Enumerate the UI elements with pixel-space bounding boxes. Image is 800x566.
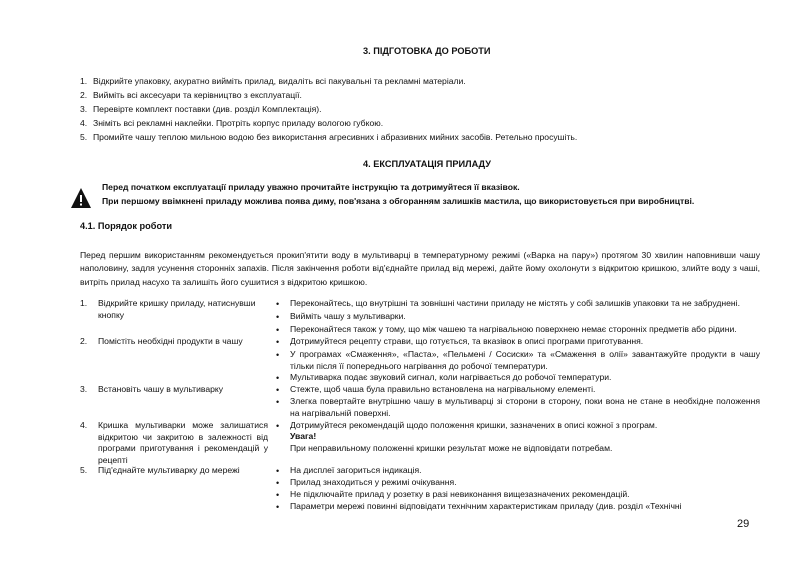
bullet-icon: • xyxy=(276,312,280,322)
subheading: 4.1. Порядок роботи xyxy=(80,221,172,231)
bullet-text: Переконайтеся також у тому, що між чашею та нагрівальною поверхнею немає сторонніх предметів або рідини. xyxy=(290,324,737,334)
bullet-icon: • xyxy=(276,325,280,335)
bullet-text: У програмах «Смаження», «Паста», «Пельмені / Сосиски» та «Смаження в олії» завантажуйте продукти в чашу тільки після її попереднього нагрівання до робочої температури. xyxy=(290,349,760,371)
intro-paragraph: Перед першим використанням рекомендується прокип'ятити воду в мультиварці в температурному режимі («Варка на пару») протягом 30 хвилин наповнивши чашу наполовину, задля усунення сторонніх запахів. Після закінчення роботи від'єднайте прилад від мережі, дайте йому охолонути з відкритою кришкою, злийте воду з чаші, витріть прилад насухо та залишіть його сушитися з відкритою кришкою. xyxy=(80,250,760,287)
section-4-title: 4. ЕКСПЛУАТАЦІЯ ПРИЛАДУ xyxy=(363,159,491,169)
list-number: 4. xyxy=(80,118,88,128)
bullet-icon: • xyxy=(276,385,280,395)
bullet-text: Параметри мережі повинні відповідати технічним характеристикам приладу (див. розділ «Технічні xyxy=(290,501,682,511)
list-number: 1. xyxy=(80,76,88,86)
step-number: 5. xyxy=(80,465,88,475)
bullet-icon: • xyxy=(276,397,280,407)
list-text: Відкрийте упаковку, акуратно вийміть прилад, видаліть всі пакувальні та рекламні матеріали. xyxy=(93,76,466,86)
bullet-icon: • xyxy=(276,502,280,512)
bullet-icon: • xyxy=(276,478,280,488)
list-item xyxy=(80,132,577,144)
list-item xyxy=(80,90,302,102)
warning-line-1: Перед початком експлуатації приладу уважно прочитайте інструкцію та дотримуйтеся її вказівок. xyxy=(102,182,520,192)
bullet-text: Мультиварка подає звуковий сигнал, коли нагрівається до робочої температури. xyxy=(290,372,612,382)
step-number: 4. xyxy=(80,420,88,430)
list-text: Зніміть всі рекламні наклейки. Протріть корпус приладу вологою губкою. xyxy=(93,118,384,128)
bullet-icon: • xyxy=(276,337,280,347)
section-3-title: 3. ПІДГОТОВКА ДО РОБОТИ xyxy=(363,46,491,56)
list-item xyxy=(80,76,466,88)
bullet-text: Злегка повертайте внутрішню чашу в мультиварці зі сторони в сторону, поки вона не стане в необхідне положення на нагрівальній поверхні. xyxy=(290,396,760,418)
step-number: 2. xyxy=(80,336,88,346)
list-item xyxy=(80,118,383,130)
list-text: Перевірте комплект поставки (див. розділ Комплектація). xyxy=(93,104,322,114)
step-text: Помістіть необхідні продукти в чашу xyxy=(98,336,243,346)
bullet-icon: • xyxy=(276,421,280,431)
page-number: 29 xyxy=(737,518,750,530)
bullet-text: Не підключайте прилад у розетку в разі невиконання вищезазначених рекомендацій. xyxy=(290,489,630,499)
warning-line-2: При першому ввімкнені приладу можлива поява диму, пов'язана з обгоранням залишків мастила, що використовується при виробництві. xyxy=(102,196,695,206)
bullet-icon: • xyxy=(276,299,280,309)
list-number: 5. xyxy=(80,132,88,142)
note-text: При неправильному положенні кришки результат може не відповідати потребам. xyxy=(290,443,613,453)
step-text: Кришка мультиварки може залишатися відкритою чи закритою в залежності від програми приготування і рекомендацій у рецепті xyxy=(98,420,268,465)
bullet-icon: • xyxy=(276,466,280,476)
bullet-text: Дотримуйтеся рецепту страви, що готується, та вказівок в описі програми приготування. xyxy=(290,336,644,346)
step-number: 3. xyxy=(80,384,88,394)
bullet-text: Дотримуйтеся рекомендацій щодо положення кришки, зазначених в описі кожної з програм. xyxy=(290,420,658,430)
bullet-icon: • xyxy=(276,490,280,500)
note-label: Увага! xyxy=(290,431,317,441)
bullet-icon: • xyxy=(276,373,280,383)
bullet-text: Переконайтесь, що внутрішні та зовнішні частини приладу не містять у собі залишків упаковки та не забруднені. xyxy=(290,298,740,308)
warning-triangle-icon xyxy=(70,187,92,213)
list-text: Промийте чашу теплою мильною водою без використання агресивних і абразивних мийних засобів. Ретельно просушіть. xyxy=(93,132,578,142)
step-number: 1. xyxy=(80,298,88,308)
step-text: Встановіть чашу в мультиварку xyxy=(98,384,224,394)
list-number: 2. xyxy=(80,90,88,100)
bullet-text: На дисплеї загориться індикація. xyxy=(290,465,422,475)
list-text: Вийміть всі аксесуари та керівництво з експлуатації. xyxy=(93,90,302,100)
bullet-text: Стежте, щоб чаша була правильно встановлена на нагрівальному елементі. xyxy=(290,384,596,394)
list-item xyxy=(80,104,322,116)
list-number: 3. xyxy=(80,104,88,114)
step-text: Під'єднайте мультиварку до мережі xyxy=(98,465,240,475)
bullet-text: Прилад знаходиться у режимі очікування. xyxy=(290,477,457,487)
bullet-text: Вийміть чашу з мультиварки. xyxy=(290,311,406,321)
bullet-icon: • xyxy=(276,350,280,360)
step-text: Відкрийте кришку приладу, натиснувши кнопку xyxy=(98,298,256,320)
